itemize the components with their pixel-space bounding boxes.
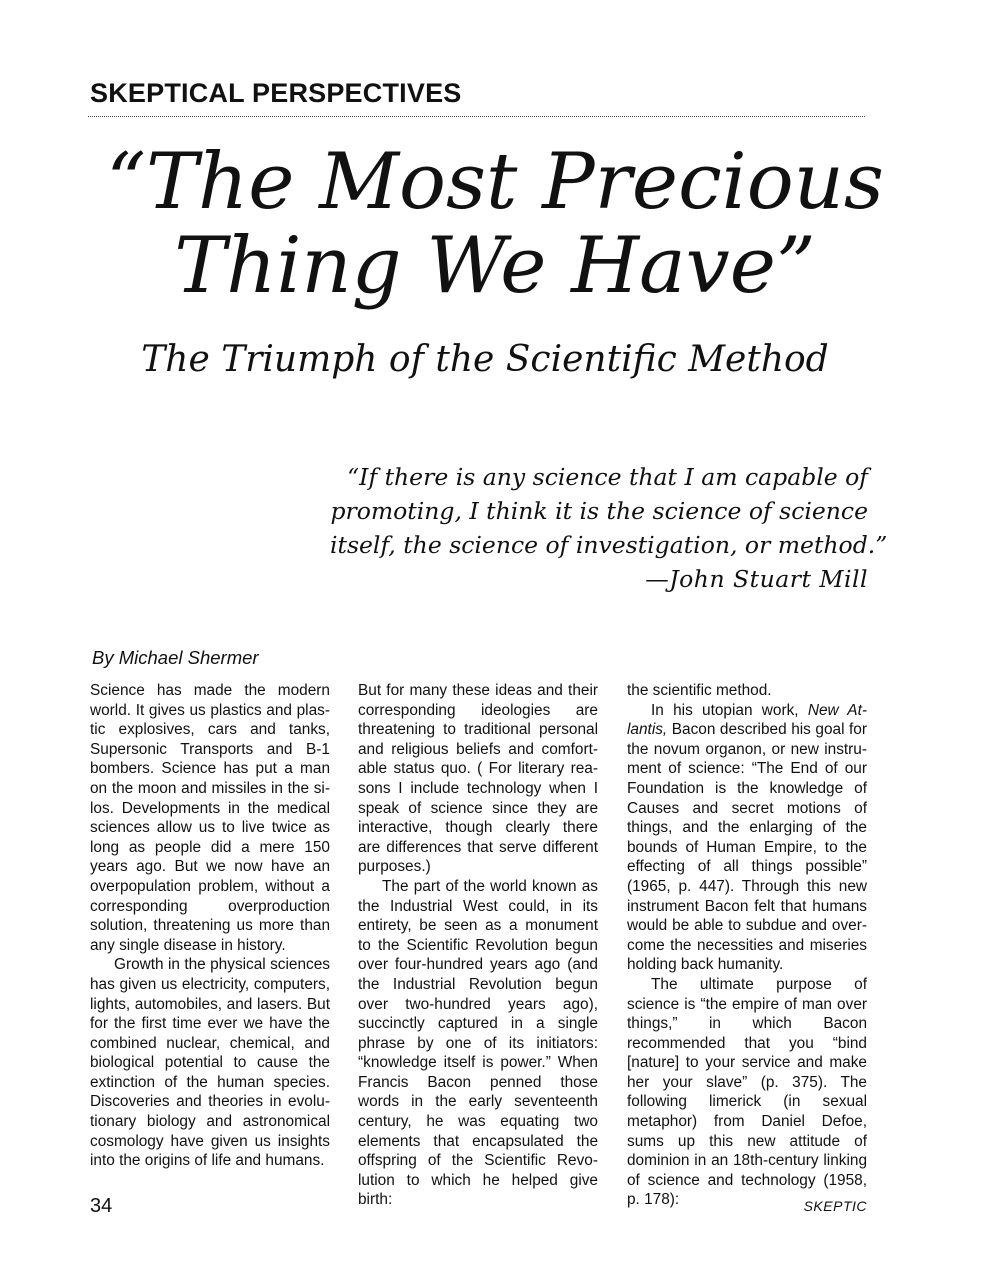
column3-paragraph-3: The ultimate purpose of science is “the empire of man over things,” in which Bacon recommended that you “bind [nature] to your service and make her your slave” (p. 375). The following limerick (in sexual metaphor) from Daniel Defoe, sums up this new attitude of dominion in an 18th-century linking of science and technology (1958, p. 178):	[627, 975, 867, 1209]
text-column-3	[627, 681, 867, 1210]
column3-paragraph-2-start: In his utopian work,	[651, 701, 808, 719]
epigraph-attribution: —John Stuart Mill	[645, 565, 868, 593]
text-column-2	[358, 681, 598, 1210]
dotted-rule	[88, 116, 865, 117]
title-line-2: Thing We Have”	[174, 221, 816, 311]
article-title	[60, 137, 930, 311]
epigraph-line-1: “If there is any science that I am capable of	[347, 463, 868, 491]
book-title-new-atlantis: New Atlantis,	[627, 701, 867, 739]
column3-paragraph-2	[627, 701, 867, 975]
text-column-1	[90, 681, 330, 1171]
column2-paragraph-2: The part of the world known as the Industrial West could, in its entirety, be seen as a monument to the Scientific Revolution begun over four-hundred years ago (and the Industrial Revolution begun over two-hundred years ago), succinctly captured in a single phrase by one of its initiators: “knowledge itself is power.” When Francis Bacon penned those words in the early seventeenth century, he was equating two elements that encapsulated the offspring of the Scientific Revolution to which he helped give birth:	[358, 877, 598, 1209]
section-heading: SKEPTICAL PERSPECTIVES	[90, 78, 462, 108]
article-subtitle: The Triumph of the Scientific Method	[141, 339, 829, 380]
column1-paragraph-1: Science has made the modern world. It gives us plastics and plastic explosives, cars and tanks, Supersonic Transports and B-1 bombers. Science has put a man on the moon and missiles in the silos. Developments in the medical sciences allow us to live twice as long as people did a mere 150 years ago. But we now have an overpopulation problem, without a corresponding overproduction solution, threatening us more than any single disease in history.	[90, 682, 330, 954]
epigraph-line-2: promoting, I think it is the science of science	[330, 497, 868, 525]
column3-paragraph-2-rest: Bacon described his goal for the novum organon, or new instrument of science: “The End of our Foundation is the knowledge of Causes and secret motions of things, and the enlarging of the bounds of Human Empire, to the effecting of all things possible” (1965, p. 447). Through this new instrument Bacon felt that humans would be able to subdue and overcome the necessities and miseries holding back humanity.	[627, 721, 867, 974]
magazine-name: SKEPTIC	[803, 1198, 867, 1214]
page-number: 34	[90, 1195, 113, 1217]
title-line-1: “The Most Precious	[106, 137, 884, 227]
byline: By Michael Shermer	[92, 647, 259, 668]
column2-paragraph-1: But for many these ideas and their corresponding ideologies are threatening to traditional personal and religious beliefs and comfortable status quo. ( For literary reasons I include technology when I speak of science since they are interactive, though clearly there are differences that serve different purposes.)	[358, 682, 598, 876]
epigraph-line-3: itself, the science of investigation, or method.”	[330, 531, 888, 559]
column3-paragraph-1: the scientific method.	[627, 682, 772, 699]
epigraph	[330, 460, 888, 596]
column1-paragraph-2: Growth in the physical sciences has given us electricity, computers, lights, automobiles, and lasers. But for the first time ever we have the combined nuclear, chemical, and biological potential to cause the extinction of the human species. Discoveries and theories in evolutionary biology and astronomical cosmology have given us insights into the origins of life and humans.	[90, 956, 330, 1170]
